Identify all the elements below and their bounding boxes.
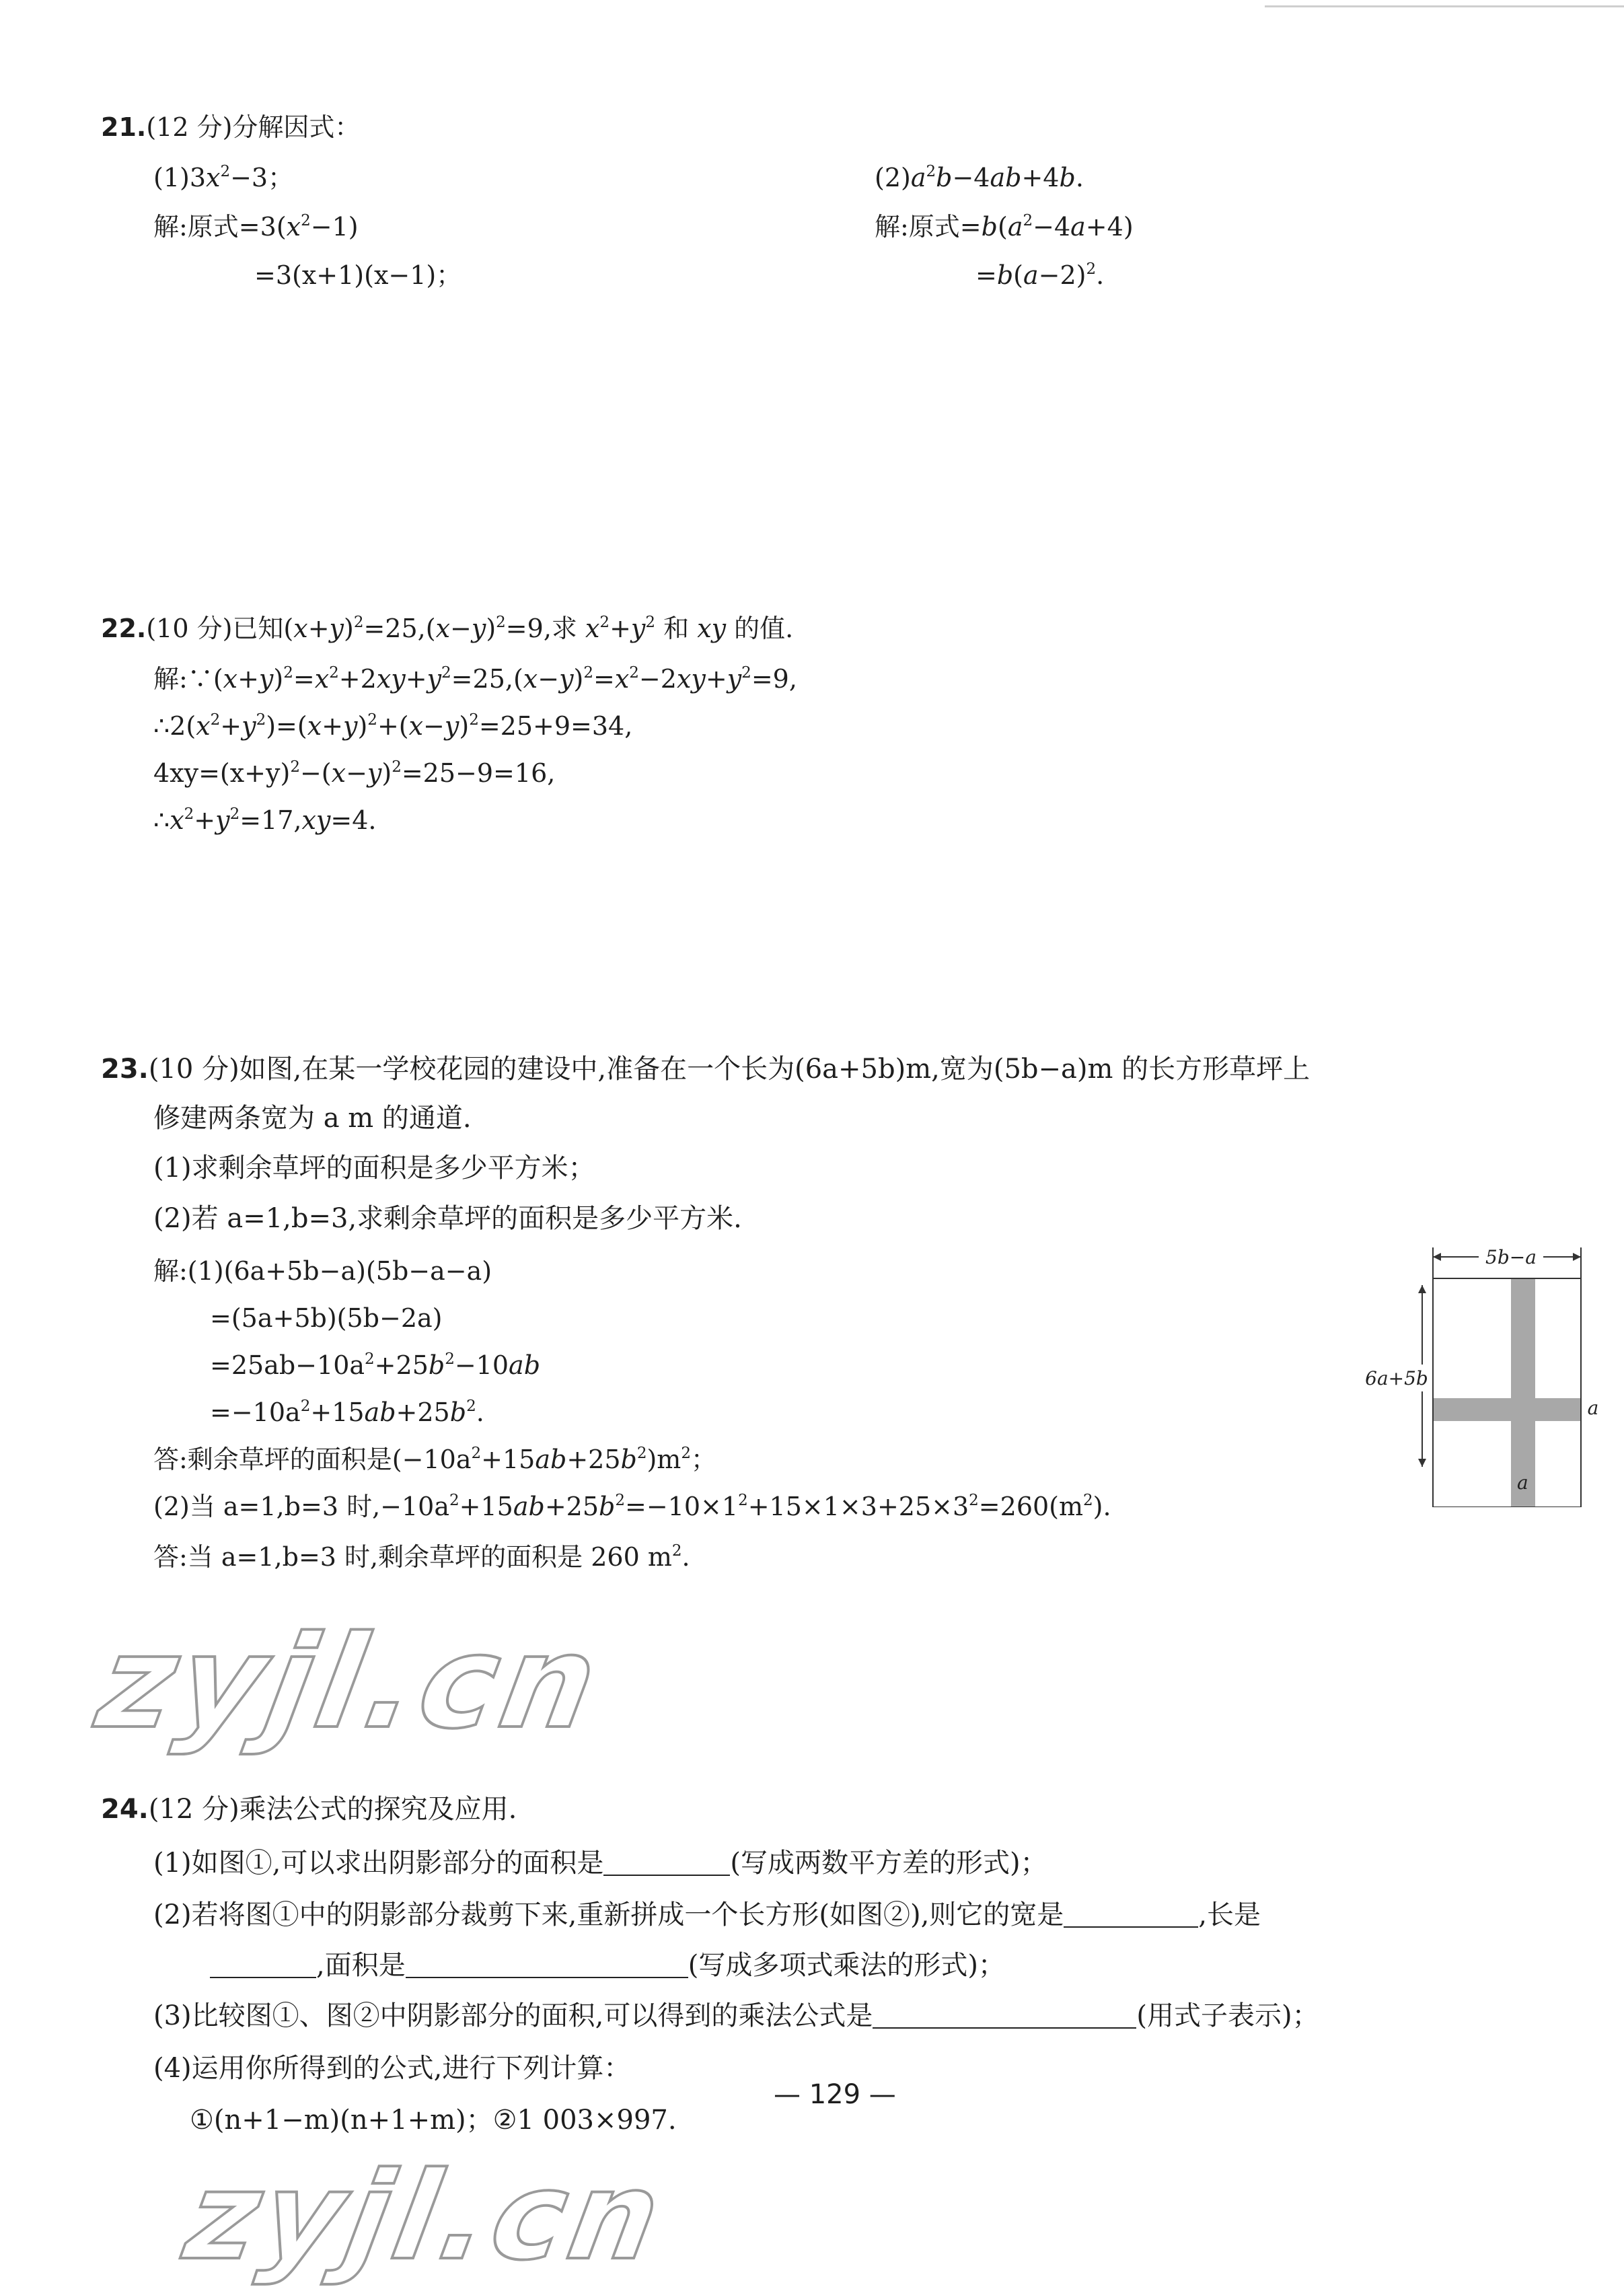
q22-step1: 解$:\because(x+y)^2=x^2+2xy+y^2=25,(x-y)^2=x^2-2xy+y^2=9$,: [153, 664, 797, 694]
figure-bottom-label: a: [1517, 1472, 1528, 1494]
q21-header: 21.(12 分)分解因式：: [101, 112, 361, 142]
q24-header: 24.(12 分)乘法公式的探究及应用.: [101, 1794, 517, 1825]
q24-part1: (1)如图①,可以求出阴影部分的面积是 (写成两数平方差的形式)；: [153, 1848, 1047, 1879]
answer-blank[interactable]: [1064, 1901, 1198, 1928]
q23-subquestion-2: (2)若 a=1,b=3,求剩余草坪的面积是多少平方米.: [153, 1203, 742, 1234]
q21-part2-step2: $=b(a-2)^2$.: [975, 260, 1105, 290]
q23-solution-part2: (2)当 a=1,b=3 时$,-10a^2+15ab+25b^2=-10\times 1^2+15\times 1\times 3+25\times 3^2=260(m^2)$.: [153, 1492, 1111, 1521]
q23-lawn-figure: [1359, 1238, 1601, 1507]
q23-answer1: 答:剩余草坪的面积是$(-10a^2+15ab+25b^2)m^2$；: [153, 1445, 716, 1474]
q23-header-line2: 修建两条宽为 a m 的通道.: [153, 1103, 472, 1134]
q22-header: 22.(10 分)已知$(x+y)^2=25,(x-y)^2=9$,求 $x^2+y^2$ 和 xy 的值.: [101, 614, 794, 643]
watermark-logo: zyjl.cn: [176, 2146, 675, 2287]
q21-part2-step1: 解:原式$=b(a^2-4a+4)$: [875, 212, 1134, 242]
q24-part4-items: ①(n+1−m)(n+1+m)；②1 003×997.: [190, 2105, 677, 2136]
q22-step2: $\therefore 2(x^2+y^2)=(x+y)^2+(x-y)^2=25+9=34$,: [153, 711, 633, 741]
q22-step3: $4xy=(x+y)^2-(x-y)^2=25-9=16$,: [153, 758, 556, 788]
answer-blank[interactable]: [603, 1849, 730, 1876]
q24-part2: (2)若将图①中的阴影部分裁剪下来,重新拼成一个长方形(如图②),则它的宽是 ,长是: [153, 1899, 1261, 1930]
answer-blank[interactable]: [873, 2002, 1136, 2029]
figure-left-label: 6a+5b: [1365, 1367, 1428, 1389]
q23-solution-step4: $=-10a^2+15ab+25b^2$.: [210, 1397, 484, 1427]
answer-blank[interactable]: [210, 1951, 316, 1978]
q23-header-line1: 23.(10 分)如图,在某一学校花园的建设中,准备在一个长为(6a+5b)m,宽为(5b−a)m 的长方形草坪上: [101, 1054, 1311, 1085]
q21-part1-step1: 解:原式$=3(x^2-1)$: [153, 212, 359, 242]
figure-right-label: a: [1587, 1397, 1599, 1419]
q21-part2: $(2)a^2b-4ab+4b$.: [875, 163, 1084, 192]
q24-part4: (4)运用你所得到的公式,进行下列计算：: [153, 2053, 631, 2084]
q23-answer2: 答:当 a=1,b=3 时,剩余草坪的面积是 260 $m^2$.: [153, 1542, 690, 1572]
top-rule: [1265, 5, 1624, 7]
page-number: — 129 —: [774, 2079, 896, 2110]
q23-solution-step3: $=25ab-10a^2+25b^2-10ab$: [210, 1350, 541, 1380]
watermark-logo: zyjl.cn: [87, 1608, 613, 1757]
q21-part1: $(1)3x^2-3$；: [153, 163, 294, 192]
q23-subquestion-1: (1)求剩余草坪的面积是多少平方米；: [153, 1153, 595, 1184]
q24-part3: (3)比较图①、图②中阴影部分的面积,可以得到的乘法公式是 (用式子表示)；: [153, 2000, 1319, 2031]
q23-solution-step2: =(5a+5b)(5b−2a): [210, 1303, 443, 1333]
q21-part1-step2: =3(x+1)(x−1)；: [254, 260, 462, 290]
figure-top-label: 5b−a: [1485, 1246, 1537, 1268]
q22-step4: $\therefore x^2+y^2=17,xy=4$.: [153, 805, 377, 835]
q24-part2-cont: ,面积是 (写成多项式乘法的形式)；: [210, 1949, 1005, 1982]
answer-blank[interactable]: [406, 1951, 688, 1978]
q23-solution-step1: 解:(1)(6a+5b−a)(5b−a−a): [153, 1256, 492, 1286]
